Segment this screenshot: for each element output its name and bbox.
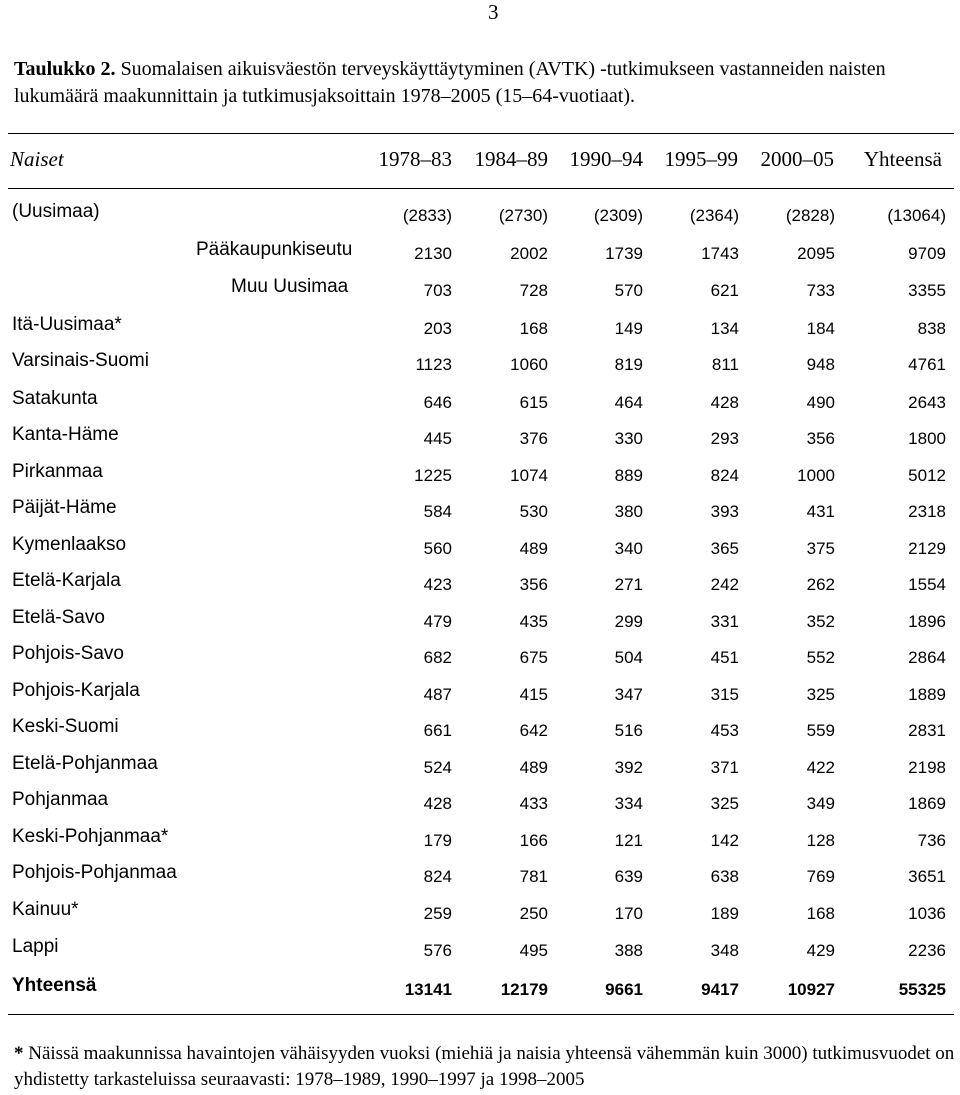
value-cell: 4761: [908, 355, 946, 374]
value-cell: 189: [710, 904, 739, 923]
header-naiset: Naiset: [10, 147, 64, 171]
value-cell: 2318: [908, 502, 946, 521]
value-cell: 331: [710, 612, 739, 631]
value-cell: 560: [423, 539, 452, 558]
region-label: Keski-Pohjanmaa*: [12, 826, 169, 847]
total-cell: 9661: [605, 980, 643, 999]
value-cell: 445: [423, 429, 452, 448]
footnote: [14, 1041, 960, 1093]
value-cell: 166: [519, 831, 548, 850]
value-cell: 388: [614, 941, 643, 960]
value-cell: 453: [710, 721, 739, 740]
table-top-rule: [8, 133, 954, 134]
value-cell: 1869: [908, 794, 946, 813]
table-row: [0, 461, 960, 491]
value-cell: 428: [423, 794, 452, 813]
table-row: [0, 643, 960, 673]
value-cell: 259: [423, 904, 452, 923]
value-cell: 1743: [701, 244, 739, 263]
region-label: Kymenlaakso: [12, 534, 127, 555]
value-cell: (13064): [887, 206, 946, 225]
value-cell: 325: [806, 685, 835, 704]
value-cell: 495: [519, 941, 548, 960]
value-cell: 811: [711, 355, 739, 374]
value-cell: 1000: [797, 466, 835, 485]
value-cell: 682: [423, 648, 452, 667]
table-row: [0, 239, 960, 269]
value-cell: 9709: [908, 244, 946, 263]
table-row: [0, 570, 960, 600]
value-cell: 365: [710, 539, 739, 558]
region-label: Pääkaupunkiseutu: [196, 239, 353, 260]
table-row: [0, 716, 960, 746]
header-col-1978-83: 1978–83: [378, 147, 452, 171]
value-cell: 639: [614, 867, 643, 886]
value-cell: 819: [614, 355, 643, 374]
value-cell: 1554: [908, 575, 946, 594]
value-cell: 1896: [908, 612, 946, 631]
value-cell: 262: [806, 575, 835, 594]
value-cell: 2198: [908, 758, 946, 777]
value-cell: 504: [614, 648, 643, 667]
table-row: [0, 826, 960, 856]
value-cell: 824: [710, 466, 739, 485]
value-cell: 168: [806, 904, 835, 923]
value-cell: 429: [806, 941, 835, 960]
table-row: [0, 680, 960, 710]
region-label: Keski-Suomi: [12, 716, 119, 737]
value-cell: 638: [710, 867, 739, 886]
region-label: Etelä-Karjala: [12, 570, 121, 591]
value-cell: 516: [614, 721, 643, 740]
value-cell: 149: [614, 319, 643, 338]
value-cell: 490: [806, 393, 835, 412]
total-cell: 13141: [404, 980, 452, 999]
value-cell: 576: [423, 941, 452, 960]
value-cell: 271: [614, 575, 643, 594]
region-label: Etelä-Savo: [12, 607, 105, 628]
value-cell: 242: [710, 575, 739, 594]
value-cell: 428: [710, 393, 739, 412]
value-cell: 2643: [908, 393, 946, 412]
value-cell: 464: [614, 393, 643, 412]
value-cell: 380: [614, 502, 643, 521]
value-cell: 570: [614, 281, 643, 300]
value-cell: 2129: [908, 539, 946, 558]
value-cell: 423: [423, 575, 452, 594]
total-cell: 9417: [701, 980, 739, 999]
value-cell: 435: [519, 612, 548, 631]
value-cell: 451: [710, 648, 739, 667]
value-cell: 134: [710, 319, 739, 338]
header-col-1984-89: 1984–89: [474, 147, 548, 171]
value-cell: 675: [519, 648, 548, 667]
total-cell: 55325: [898, 980, 946, 999]
region-label: Pohjois-Savo: [12, 643, 124, 664]
value-cell: 393: [710, 502, 739, 521]
table-row: [0, 276, 960, 306]
value-cell: 170: [614, 904, 643, 923]
value-cell: 736: [917, 831, 946, 850]
value-cell: 487: [423, 685, 452, 704]
value-cell: 250: [519, 904, 548, 923]
value-cell: 889: [614, 466, 643, 485]
value-cell: 703: [423, 281, 452, 300]
value-cell: 203: [423, 319, 452, 338]
value-cell: 489: [519, 539, 548, 558]
value-cell: 621: [710, 281, 739, 300]
value-cell: 299: [614, 612, 643, 631]
page-number: 3: [488, 0, 499, 24]
value-cell: 3355: [908, 281, 946, 300]
region-label: Lappi: [12, 936, 59, 957]
value-cell: 179: [423, 831, 452, 850]
table-row: [0, 314, 960, 344]
footnote-text: Näissä maakunnissa havaintojen vähäisyyden vuoksi (miehiä ja naisia yhteensä vähemmän kuin 3000) tutkimusvuodet on yhdistetty tarkasteluissa seuraavasti: 1978–1989, 1990–1997 ja 1998–2005: [14, 1043, 955, 1090]
value-cell: 356: [519, 575, 548, 594]
value-cell: 2864: [908, 648, 946, 667]
total-cell: 12179: [500, 980, 548, 999]
table-row: [0, 497, 960, 527]
region-label: Pohjois-Karjala: [12, 680, 140, 701]
region-label: Satakunta: [12, 388, 98, 409]
region-label: Itä-Uusimaa*: [12, 314, 122, 335]
region-label: Kanta-Häme: [12, 424, 119, 445]
value-cell: 168: [519, 319, 548, 338]
value-cell: (2828): [785, 206, 835, 225]
table-row: [0, 862, 960, 892]
table-row: [0, 789, 960, 819]
header-col-yhteensa: Yhteensä: [863, 147, 942, 171]
region-label: Etelä-Pohjanmaa: [12, 753, 158, 774]
value-cell: 1225: [414, 466, 452, 485]
value-cell: 1800: [908, 429, 946, 448]
table-row: [0, 936, 960, 966]
value-cell: 2831: [908, 721, 946, 740]
region-label: Muu Uusimaa: [231, 276, 349, 297]
region-label: Pohjanmaa: [12, 789, 109, 810]
value-cell: 530: [519, 502, 548, 521]
table-row: [0, 424, 960, 454]
value-cell: 128: [806, 831, 835, 850]
value-cell: 415: [519, 685, 548, 704]
value-cell: 728: [519, 281, 548, 300]
value-cell: 349: [806, 794, 835, 813]
value-cell: 347: [614, 685, 643, 704]
header-col-1995-99: 1995–99: [664, 147, 738, 171]
table-row: [0, 201, 960, 231]
table-caption: [14, 56, 954, 110]
total-row: [0, 975, 960, 1005]
value-cell: 325: [710, 794, 739, 813]
header-col-1990-94: 1990–94: [569, 147, 643, 171]
value-cell: 661: [423, 721, 452, 740]
value-cell: 375: [806, 539, 835, 558]
caption-text: Suomalaisen aikuisväestön terveyskäyttäytyminen (AVTK) -tutkimukseen vastanneiden naisten lukumäärä maakunnittain ja tutkimusjaksoittain 1978–2005 (15–64-vuotiaat).: [14, 58, 886, 107]
caption-label: Taulukko 2.: [14, 58, 116, 80]
value-cell: 1074: [510, 466, 548, 485]
value-cell: 431: [806, 502, 835, 521]
region-label: Pirkanmaa: [12, 461, 103, 482]
value-cell: 392: [614, 758, 643, 777]
value-cell: 1739: [605, 244, 643, 263]
value-cell: 489: [519, 758, 548, 777]
value-cell: 824: [423, 867, 452, 886]
region-label: Päijät-Häme: [12, 497, 117, 518]
footnote-marker: *: [14, 1043, 24, 1064]
value-cell: 559: [806, 721, 835, 740]
region-label: Pohjois-Pohjanmaa: [12, 862, 177, 883]
value-cell: 2095: [797, 244, 835, 263]
value-cell: 479: [423, 612, 452, 631]
value-cell: 433: [519, 794, 548, 813]
value-cell: 2130: [414, 244, 452, 263]
value-cell: 376: [519, 429, 548, 448]
value-cell: 5012: [908, 466, 946, 485]
value-cell: 356: [806, 429, 835, 448]
value-cell: 3651: [908, 867, 946, 886]
value-cell: 1060: [510, 355, 548, 374]
value-cell: 348: [710, 941, 739, 960]
value-cell: 948: [806, 355, 835, 374]
value-cell: 184: [806, 319, 835, 338]
header-bottom-rule: [8, 188, 954, 189]
value-cell: (2309): [593, 206, 643, 225]
value-cell: (2364): [689, 206, 739, 225]
value-cell: 371: [710, 758, 739, 777]
value-cell: 330: [614, 429, 643, 448]
value-cell: 552: [806, 648, 835, 667]
region-label: Varsinais-Suomi: [12, 350, 149, 371]
value-cell: (2730): [498, 206, 548, 225]
header-col-2000-05: 2000–05: [760, 147, 834, 171]
value-cell: 781: [519, 867, 548, 886]
value-cell: 524: [423, 758, 452, 777]
table-row: [0, 350, 960, 380]
value-cell: 340: [614, 539, 643, 558]
value-cell: 315: [710, 685, 739, 704]
table-row: [0, 534, 960, 564]
value-cell: 422: [806, 758, 835, 777]
value-cell: 642: [519, 721, 548, 740]
value-cell: 142: [710, 831, 739, 850]
value-cell: 2002: [510, 244, 548, 263]
value-cell: 769: [806, 867, 835, 886]
value-cell: 2236: [908, 941, 946, 960]
value-cell: 352: [806, 612, 835, 631]
value-cell: 121: [614, 831, 643, 850]
total-label: Yhteensä: [12, 975, 97, 996]
table-bottom-rule: [8, 1014, 954, 1015]
value-cell: 1889: [908, 685, 946, 704]
value-cell: 584: [423, 502, 452, 521]
region-label: Kainuu*: [12, 899, 79, 920]
value-cell: 615: [519, 393, 548, 412]
value-cell: (2833): [402, 206, 452, 225]
value-cell: 1123: [415, 355, 452, 374]
value-cell: 838: [917, 319, 946, 338]
total-cell: 10927: [787, 980, 835, 999]
value-cell: 733: [806, 281, 835, 300]
value-cell: 646: [423, 393, 452, 412]
value-cell: 293: [710, 429, 739, 448]
table-row: [0, 899, 960, 929]
table-row: [0, 388, 960, 418]
table-row: [0, 753, 960, 783]
value-cell: 1036: [908, 904, 946, 923]
table-row: [0, 607, 960, 637]
region-label: (Uusimaa): [12, 201, 100, 222]
value-cell: 334: [614, 794, 643, 813]
